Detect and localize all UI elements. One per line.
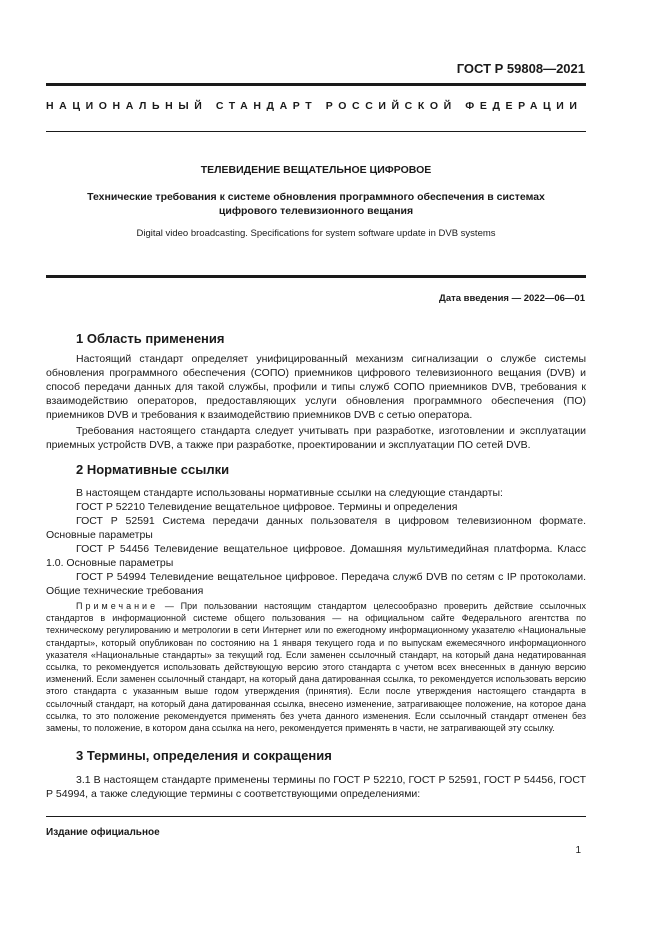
page-number: 1 xyxy=(575,845,581,856)
section-1-paragraph-2: Требования настоящего стандарта следует учитывать при разработке, изготовлении и эксплуатации приемных устройств DVB, а также при разработке, проектировании и эксплуатации ПО сетей DVB. xyxy=(46,425,586,451)
section-3-heading xyxy=(76,748,332,763)
reference-item: ГОСТ Р 52210 Телевидение вещательное цифровое. Термины и определения xyxy=(76,501,458,513)
section-2-title: 2 Нормативные ссылки xyxy=(76,462,230,477)
introduction-date: Дата введения — 2022—06—01 xyxy=(439,293,585,304)
reference-item: ГОСТ Р 54994 Телевидение вещательное цифровое. Передача служб DVB по сетям с IP протоколами. Общие технические требования xyxy=(46,571,586,597)
section-2-heading xyxy=(76,462,229,477)
document-subtitle xyxy=(46,190,586,218)
section-3-paragraph-1: 3.1 В настоящем стандарте применены термины по ГОСТ Р 52210, ГОСТ Р 52591, ГОСТ Р 54456, ГОСТ Р 54994, а также следующие термины с соответствующими определениями: xyxy=(46,774,586,800)
references-intro: В настоящем стандарте использованы нормативные ссылки на следующие стандарты: xyxy=(76,487,503,499)
top-rule xyxy=(46,83,586,86)
subtitle-line-1: Технические требования к системе обновления программного обеспечения в системах xyxy=(87,191,545,203)
section-1-paragraph-1: Настоящий стандарт определяет унифицированный механизм сигнализации о службе системы обновления программного обеспечения (СОПО) приемников цифрового телевизионного вещания (DVB) и способ передачи данных для такой службы, профили и типы служб СОПО приемников DVB, требования к взаимодействию операторов, предоставляющих услуги обновления программного обеспечения (ПО) приемников DVB и требования к взаимодействию приемников DVB с сетью оператора. xyxy=(46,353,586,421)
note-text: — При пользовании настоящим стандартом целесообразно проверить действие ссылочных стандартов в информационной системе общего пользования — на официальном сайте Федерального агентства по техническому регулированию и метрологии в сети Интернет или по ежегодному информационному указателю «Национальные стандарты», который опубликован по состоянию на 1 января текущего года и по выпускам ежемесячного информационного указателя «Национальные стандарты» за текущий год. Если заменен ссылочный стандарт, на который дана недатированная ссылка, то рекомендуется использовать действующую версию этого стандарта с учетом всех внесенных в данную версию изменений. Если заменен ссылочный стандарт, на который дана датированная ссылка, то рекомендуется использовать версию этого стандарта с указанным выше годом утверждения (принятия). Если после утверждения настоящего стандарта в ссылочный стандарт, на который дана датированная ссылка, внесено изменение, затрагивающее положение, на которое дана ссылка, то это положение рекомендуется применять без учета данного изменения. Если ссылочный стандарт отменен без замены, то положение, в котором дана ссылка на него, рекомендуется применять в части, не затрагивающей эту ссылку. xyxy=(46,601,586,734)
english-title: Digital video broadcasting. Specifications for system software update in DVB systems xyxy=(136,228,496,239)
header-rule xyxy=(46,131,586,132)
section-3-title: 3 Термины, определения и сокращения xyxy=(76,748,332,763)
references-note xyxy=(46,600,586,734)
section-1-title: 1 Область применения xyxy=(76,331,225,346)
reference-item: ГОСТ Р 54456 Телевидение вещательное цифровое. Домашняя мультимедийная платформа. Класс 1.0. Основные параметры xyxy=(46,543,586,569)
document-title: ТЕЛЕВИДЕНИЕ ВЕЩАТЕЛЬНОЕ ЦИФРОВОЕ xyxy=(200,164,432,176)
title-rule xyxy=(46,275,586,278)
subtitle-line-2: цифрового телевизионного вещания xyxy=(218,205,414,217)
reference-item: ГОСТ Р 52591 Система передачи данных пользователя в цифровом телевизионном формате. Основные параметры xyxy=(46,515,586,541)
section-3-body xyxy=(46,773,586,801)
official-edition-label: Издание официальное xyxy=(46,827,160,838)
national-standard-heading: НАЦИОНАЛЬНЫЙ СТАНДАРТ РОССИЙСКОЙ ФЕДЕРАЦИИ xyxy=(46,100,583,112)
section-2-body xyxy=(46,486,586,598)
section-1-heading xyxy=(76,331,225,346)
section-1-body xyxy=(46,352,586,452)
footer-rule xyxy=(46,816,586,817)
document-code: ГОСТ Р 59808—2021 xyxy=(456,61,585,76)
note-label: Примечание xyxy=(76,601,159,611)
